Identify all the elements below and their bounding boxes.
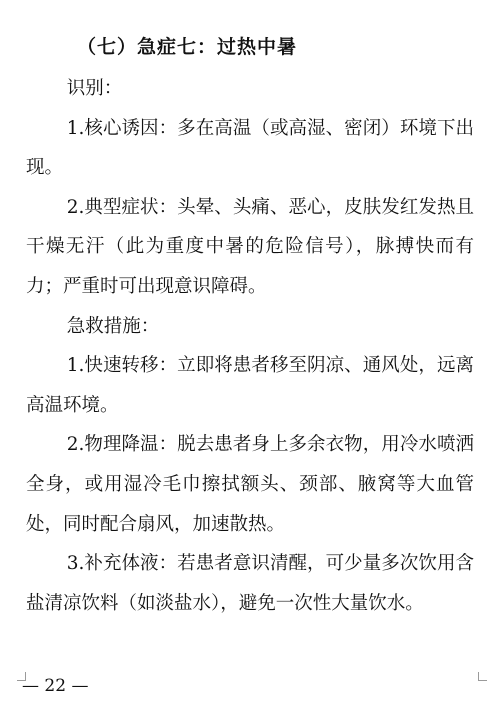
paragraph-symptoms: 2.典型症状：头晕、头痛、恶心，皮肤发红发热且干燥无汗（此为重度中暑的危险信号），脉搏快而有力；严重时可出现意识障碍。 bbox=[26, 196, 474, 297]
paragraph-first-aid-label: 急救措施： bbox=[66, 315, 160, 337]
paragraph-trigger: 1.核心诱因：多在高温（或高湿、密闭）环境下出现。 bbox=[26, 117, 474, 179]
crop-mark-right bbox=[478, 672, 487, 681]
page-number: — 22 — bbox=[22, 676, 89, 696]
body-text bbox=[26, 69, 474, 623]
section-title: （七）急症七：过热中暑 bbox=[77, 36, 298, 58]
paragraph-relocate: 1.快速转移：立即将患者移至阴凉、通风处，远离高温环境。 bbox=[26, 355, 474, 416]
paragraph-identification-label: 识别： bbox=[66, 78, 123, 99]
paragraph-fluids: 3.补充体液：若患者意识清醒，可少量多次饮用含盐清凉饮料（如淡盐水），避免一次性大量饮水。 bbox=[26, 553, 474, 614]
paragraph-cooling: 2.物理降温：脱去患者身上多余衣物，用冷水喷洒全身，或用湿冷毛巾擦拭额头、颈部、腋窝等大血管处，同时配合扇风，加速散热。 bbox=[26, 434, 474, 535]
